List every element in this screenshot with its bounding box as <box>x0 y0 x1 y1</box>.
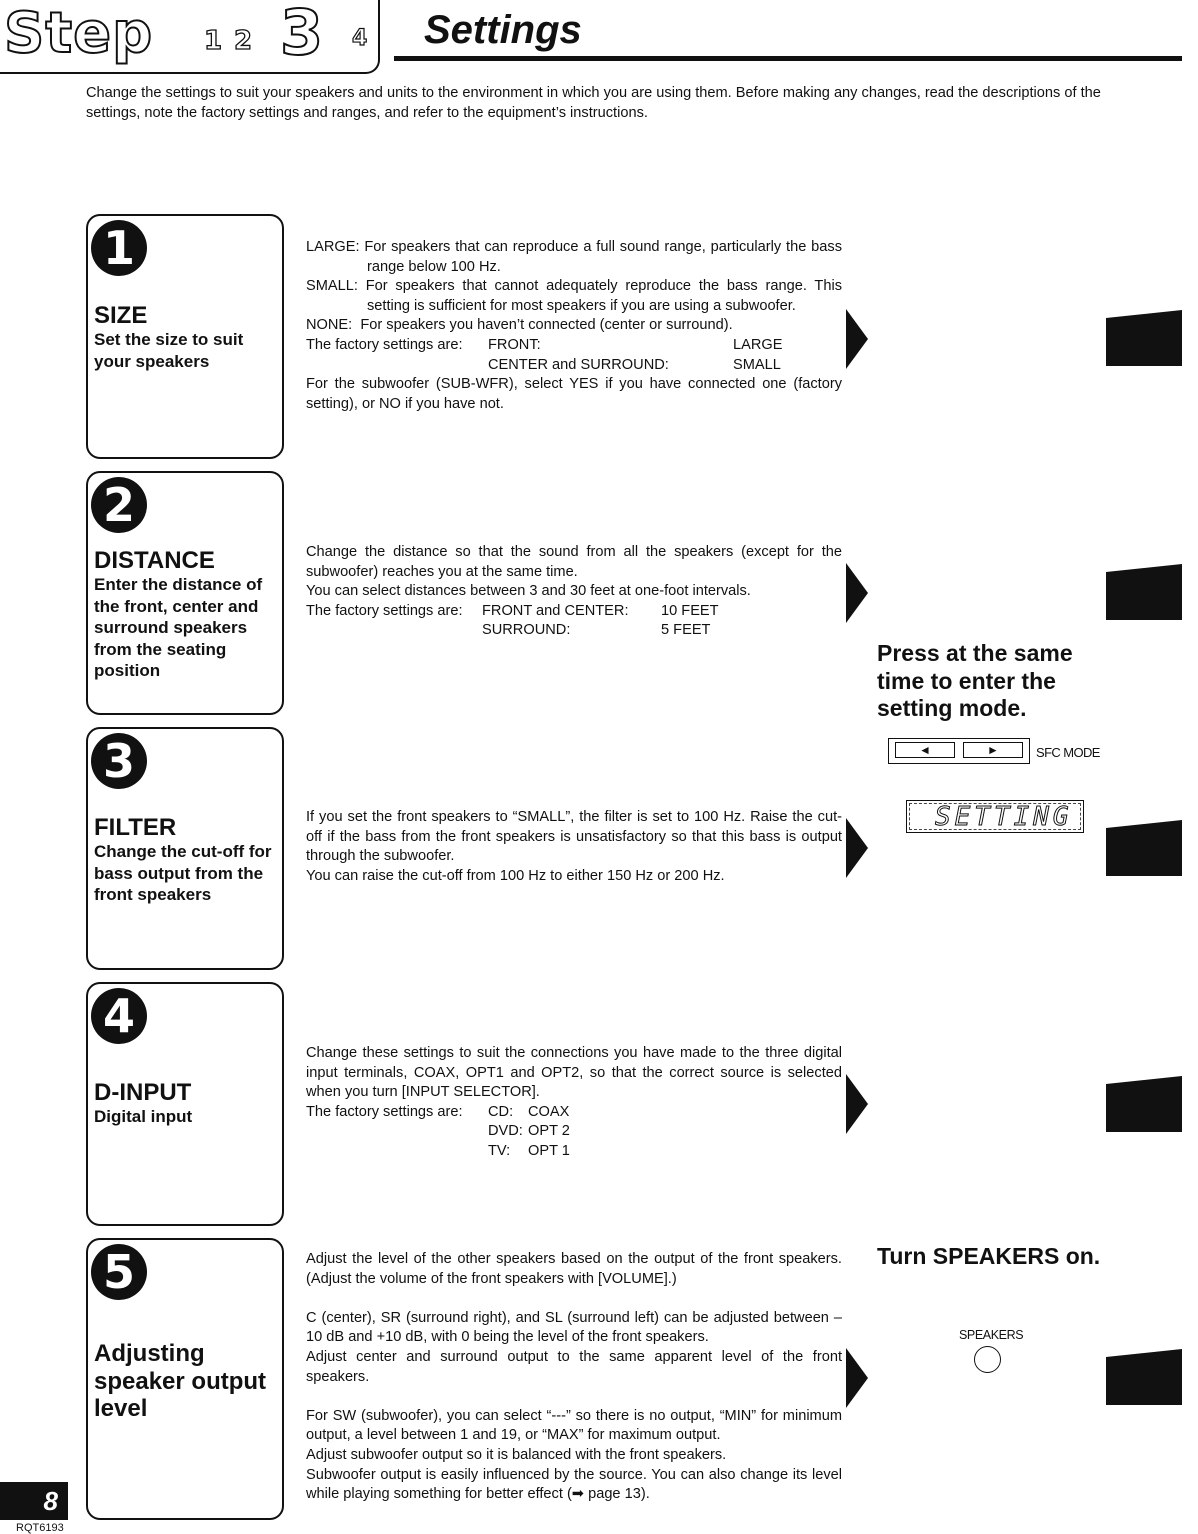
left-button[interactable]: ◄ <box>895 742 955 758</box>
step-subtitle: Set the size to suit your speakers <box>94 330 244 371</box>
arrow-right-icon <box>846 818 868 878</box>
document-code: RQT6193 <box>16 1522 64 1534</box>
speakers-button[interactable] <box>974 1346 1001 1373</box>
page-tab-marker <box>1106 564 1182 620</box>
surround-value: 5 FEET <box>661 622 711 639</box>
front-center-value: 10 FEET <box>661 602 719 619</box>
none-text: For speakers you haven’t connected (center or surround). <box>360 317 733 334</box>
tv-value: OPT 1 <box>528 1142 570 1159</box>
step-number-badge: 5 <box>91 1244 147 1300</box>
distance-line2: You can select distances between 3 and 30 feet at one-foot intervals. <box>306 583 751 600</box>
step-word: Step <box>4 1 154 66</box>
center-surround-value: SMALL <box>733 356 781 373</box>
distance-line1: Change the distance so that the sound from all the speakers (except for the subwoofer) reaches you at the same time. <box>306 544 842 580</box>
speaker-level-description <box>306 1250 842 1505</box>
step-title: SIZE <box>94 302 148 329</box>
step-title: Adjusting speaker output level <box>94 1340 267 1422</box>
step-number-badge: 2 <box>91 477 147 533</box>
large-text: For speakers that can reproduce a full sound range, particularly the bass range below 100 Hz. <box>364 239 842 275</box>
intro-text: Change the settings to suit your speakers and units to the environment in which you are using them. Before making any changes, read the descriptions of the settings, note the factory settings and ranges, and refer to the equipment’s instructions. <box>86 85 1101 121</box>
speakers-label: SPEAKERS <box>959 1328 1024 1342</box>
level-line3: Adjust center and surround output to the same apparent level of the front speakers. <box>306 1348 842 1385</box>
level-line6: Subwoofer output is easily influenced by the source. You can also change its level while playing something for better effect (➡ page 13). <box>306 1466 842 1503</box>
arrow-right-icon <box>846 563 868 623</box>
center-surround-label: CENTER and SURROUND: <box>488 356 669 373</box>
step-title: D-INPUT <box>94 1079 192 1106</box>
step-box-size <box>86 214 284 459</box>
step-subtitle: Change the cut-off for bass output from the front speakers <box>94 842 272 905</box>
remote-button-group <box>888 738 1030 764</box>
size-description <box>306 238 842 414</box>
filter-line2: You can raise the cut-off from 100 Hz to either 150 Hz or 200 Hz. <box>306 867 725 884</box>
page-tab-marker <box>1106 1076 1182 1132</box>
step-num-3-current: 3 <box>280 0 324 69</box>
factory-label: The factory settings are: <box>306 336 463 353</box>
level-line4: For SW (subwoofer), you can select “---” so there is no output, “MIN” for minimum output, a level between 1 and 19, or “MAX” for maximum output. <box>306 1407 842 1444</box>
step-num-4: 4 <box>352 26 368 51</box>
arrow-right-icon <box>846 309 868 369</box>
setting-display <box>906 800 1084 833</box>
front-label: FRONT: <box>488 336 541 353</box>
step-number-badge: 1 <box>91 220 147 276</box>
step-subtitle: Enter the distance of the front, center and surround speakers from the seating position <box>94 575 263 681</box>
step-number-badge: 3 <box>91 733 147 789</box>
step-number-badge: 4 <box>91 988 147 1044</box>
step-box-filter <box>86 727 284 970</box>
cd-label: CD: <box>488 1103 514 1120</box>
none-label: NONE: <box>306 317 353 334</box>
step-title: FILTER <box>94 814 177 841</box>
front-value: LARGE <box>733 336 783 353</box>
step-subtitle: Digital input <box>94 1107 193 1126</box>
level-line1: Adjust the level of the other speakers based on the output of the front speakers. (Adjust the volume of the front speakers with [VOLUME].) <box>306 1251 842 1287</box>
dvd-label: DVD: <box>488 1123 523 1140</box>
small-text: For speakers that cannot adequately reproduce the bass range. This setting is sufficient for most speakers if you are using a subwoofer. <box>365 278 842 314</box>
tv-label: TV: <box>488 1142 511 1159</box>
title-rule <box>394 56 1182 61</box>
step-box-d-input <box>86 982 284 1226</box>
surround-label: SURROUND: <box>482 622 571 639</box>
step-num-2: 2 <box>234 26 253 56</box>
arrow-right-icon <box>846 1074 868 1134</box>
page-tab-marker <box>1106 1349 1182 1405</box>
subwoofer-note: For the subwoofer (SUB-WFR), select YES if you have connected one (factory setting), or NO if you have not. <box>306 376 842 412</box>
turn-speakers-instruction: Turn SPEAKERS on. <box>877 1243 1101 1269</box>
step-num-1: 1 <box>204 26 223 56</box>
cd-value: COAX <box>528 1103 570 1120</box>
dvd-value: OPT 2 <box>528 1123 570 1140</box>
press-instruction: Press at the same time to enter the setting mode. <box>877 640 1073 721</box>
step-box-distance <box>86 471 284 715</box>
step-title: DISTANCE <box>94 547 215 574</box>
sfc-mode-label: SFC MODE <box>1036 745 1100 760</box>
arrow-right-icon <box>846 1348 868 1408</box>
page-tab-marker <box>1106 820 1182 876</box>
page-tab-marker <box>1106 310 1182 366</box>
page-number: 8 <box>0 1482 68 1520</box>
display-readout: SETTING <box>935 802 1073 832</box>
d-input-line1: Change these settings to suit the connections you have made to the three digital input terminals, COAX, OPT1 and OPT2, so that the correct source is selected when you turn [INPUT SELECTOR]. <box>306 1045 842 1101</box>
level-line2: C (center), SR (surround right), and SL (surround left) can be adjusted between –10 dB and +10 dB, with 0 being the level of the front speakers. <box>306 1309 842 1346</box>
distance-description <box>306 543 842 641</box>
right-button[interactable]: ► <box>963 742 1023 758</box>
step-header <box>0 0 380 74</box>
d-input-description <box>306 1044 842 1162</box>
step-box-speaker-level <box>86 1238 284 1520</box>
factory-label: The factory settings are: <box>306 1103 463 1120</box>
level-line5: Adjust subwoofer output so it is balanced with the front speakers. <box>306 1446 727 1463</box>
factory-label: The factory settings are: <box>306 602 463 619</box>
small-label: SMALL: <box>306 278 358 295</box>
filter-description <box>306 808 842 886</box>
filter-line1: If you set the front speakers to “SMALL”, the filter is set to 100 Hz. Raise the cut-off if the bass from the front speakers is unsatisfactory so that this bass is output through the subwoofer. <box>306 809 842 865</box>
page-title: Settings <box>424 8 582 52</box>
front-center-label: FRONT and CENTER: <box>482 602 629 619</box>
large-label: LARGE: <box>306 239 360 255</box>
